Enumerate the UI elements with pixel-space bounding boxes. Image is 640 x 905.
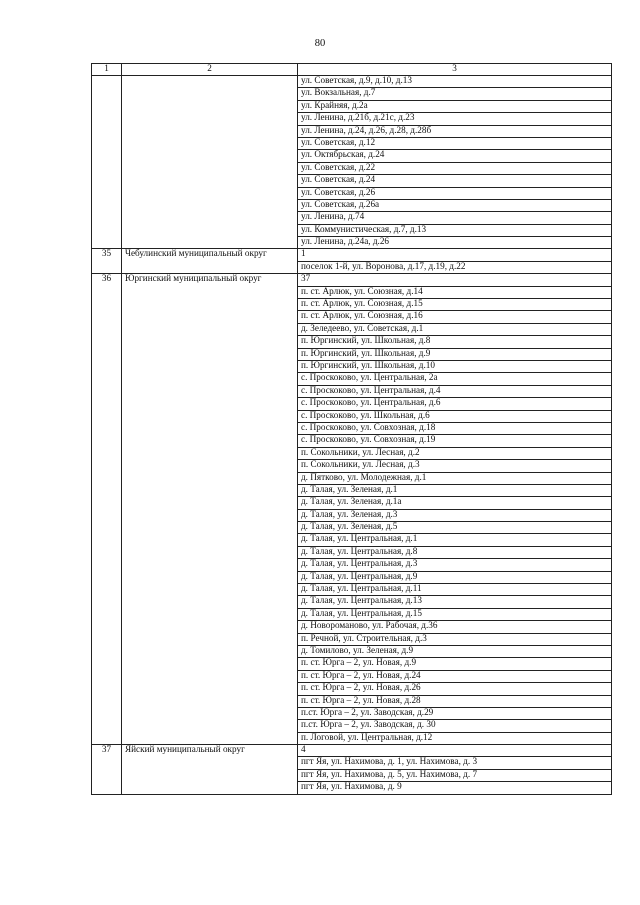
address-cell: п. ст. Юрга – 2, ул. Новая, д.9 — [298, 658, 612, 670]
address-cell: пгт Яя, ул. Нахимова, д. 9 — [298, 782, 612, 794]
address-cell: п. ст. Арлюк, ул. Союзная, д.15 — [298, 299, 612, 311]
address-cell: п.ст. Юрга – 2, ул. Заводская, д.29 — [298, 707, 612, 719]
address-cell: ул. Ленина, д.74 — [298, 212, 612, 224]
address-cell: с. Проскоково, ул. Центральная, 2а — [298, 373, 612, 385]
address-cell: пгт Яя, ул. Нахимова, д. 1, ул. Нахимова, д. 3 — [298, 757, 612, 769]
address-cell: п. Речной, ул. Строительная, д.3 — [298, 633, 612, 645]
address-cell: д. Талая, ул. Центральная, д.1 — [298, 534, 612, 546]
address-cell: п. ст. Арлюк, ул. Союзная, д.14 — [298, 286, 612, 298]
address-cell: п. Сокольники, ул. Лесная, д.2 — [298, 447, 612, 459]
address-cell: д. Новороманово, ул. Рабочая, д.36 — [298, 621, 612, 633]
table-body — [92, 76, 612, 795]
address-cell: д. Талая, ул. Центральная, д.8 — [298, 546, 612, 558]
district-name-cell: Чебулинский муниципальный округ — [122, 249, 298, 274]
row-number-cell: 37 — [92, 745, 122, 795]
address-cell: д. Талая, ул. Зеленая, д.1 — [298, 484, 612, 496]
address-cell: д. Зеледеево, ул. Советская, д.1 — [298, 323, 612, 335]
address-cell: с. Проскоково, ул. Совхозная, д.19 — [298, 435, 612, 447]
table-row — [92, 745, 612, 757]
header-col-1: 1 — [92, 64, 122, 76]
row-number-cell: 36 — [92, 274, 122, 745]
address-cell: д. Талая, ул. Зеленая, д.1а — [298, 497, 612, 509]
address-cell: п. ст. Юрга – 2, ул. Новая, д.28 — [298, 695, 612, 707]
address-cell: д. Талая, ул. Зеленая, д.5 — [298, 522, 612, 534]
table-row — [92, 249, 612, 261]
address-cell: ул. Коммунистическая, д.7, д.13 — [298, 224, 612, 236]
address-cell: д. Талая, ул. Центральная, д.11 — [298, 584, 612, 596]
address-cell: п. Юргинский, ул. Школьная, д.10 — [298, 360, 612, 372]
address-cell: ул. Ленина, д.21б, д.21с, д.23 — [298, 113, 612, 125]
count-cell: 1 — [298, 249, 612, 261]
address-cell: п. Юргинский, ул. Школьная, д.9 — [298, 348, 612, 360]
addresses-table — [91, 63, 612, 795]
header-col-2: 2 — [122, 64, 298, 76]
address-cell: д. Пятково, ул. Молодежная, д.1 — [298, 472, 612, 484]
row-number-cell — [92, 76, 122, 249]
address-cell: ул. Советская, д.26а — [298, 199, 612, 211]
page-number: 80 — [314, 38, 326, 49]
address-cell: с. Проскоково, ул. Центральная, д.4 — [298, 385, 612, 397]
header-col-3: 3 — [298, 64, 612, 76]
count-cell: 4 — [298, 745, 612, 757]
address-cell: д. Томилово, ул. Зеленая, д.9 — [298, 645, 612, 657]
address-cell: п.ст. Юрга – 2, ул. Заводская, д. 30 — [298, 720, 612, 732]
address-cell: ул. Советская, д.26 — [298, 187, 612, 199]
address-cell: д. Талая, ул. Центральная, д.3 — [298, 559, 612, 571]
row-number-cell: 35 — [92, 249, 122, 274]
address-cell: ул. Ленина, д.24а, д.26 — [298, 237, 612, 249]
address-cell: п. ст. Юрга – 2, ул. Новая, д.24 — [298, 670, 612, 682]
address-cell: ул. Вокзальная, д.7 — [298, 88, 612, 100]
address-cell: п. ст. Юрга – 2, ул. Новая, д.26 — [298, 683, 612, 695]
table-row — [92, 274, 612, 286]
address-cell: д. Талая, ул. Центральная, д.13 — [298, 596, 612, 608]
address-cell: ул. Советская, д.9, д.10, д.13 — [298, 76, 612, 88]
address-cell: ул. Советская, д.24 — [298, 175, 612, 187]
address-cell: д. Талая, ул. Зеленая, д.3 — [298, 509, 612, 521]
address-cell: п. Логовой, ул. Центральная, д.12 — [298, 732, 612, 744]
address-cell: ул. Советская, д.22 — [298, 162, 612, 174]
count-cell: 37 — [298, 274, 612, 286]
address-cell: с. Проскоково, ул. Школьная, д.6 — [298, 410, 612, 422]
district-name-cell: Юргинский муниципальный округ — [122, 274, 298, 745]
address-cell: с. Проскоково, ул. Совхозная, д.18 — [298, 422, 612, 434]
address-cell: с. Проскоково, ул. Центральная, д.6 — [298, 398, 612, 410]
address-cell: п. ст. Арлюк, ул. Союзная, д.16 — [298, 311, 612, 323]
address-cell: ул. Октябрьская, д.24 — [298, 150, 612, 162]
address-cell: д. Талая, ул. Центральная, д.9 — [298, 571, 612, 583]
table-row — [92, 76, 612, 88]
address-cell: пгт Яя, ул. Нахимова, д. 5, ул. Нахимова, д. 7 — [298, 769, 612, 781]
district-name-cell: Яйский муниципальный округ — [122, 745, 298, 795]
address-cell: п. Сокольники, ул. Лесная, д.3 — [298, 460, 612, 472]
address-cell: п. Юргинский, ул. Школьная, д.8 — [298, 336, 612, 348]
address-cell: поселок 1-й, ул. Воронова, д.17, д.19, д.22 — [298, 261, 612, 273]
address-cell: ул. Крайняя, д.2а — [298, 100, 612, 112]
address-cell: ул. Советская, д.12 — [298, 137, 612, 149]
table-header-row — [92, 64, 612, 76]
address-cell: ул. Ленина, д.24, д.26, д.28, д.28б — [298, 125, 612, 137]
district-name-cell — [122, 76, 298, 249]
address-cell: д. Талая, ул. Центральная, д.15 — [298, 608, 612, 620]
